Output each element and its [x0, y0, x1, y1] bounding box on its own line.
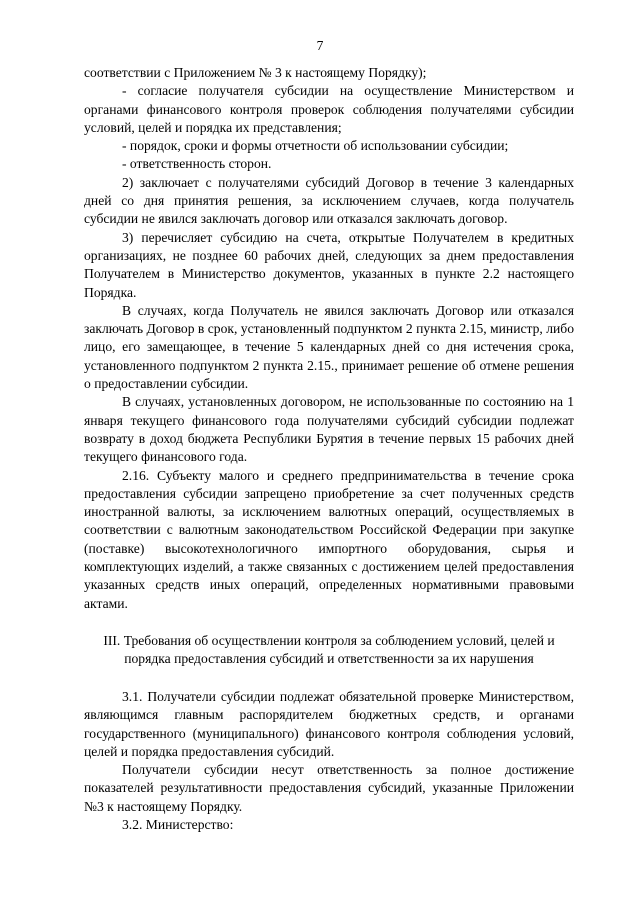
paragraph: - согласие получателя субсидии на осуществление Министерством и органами финансового контроля проверок соблюдения получателями субсидии условий, целей и порядка их представления;	[84, 83, 574, 135]
page-number: 7	[316, 38, 324, 53]
paragraph: В случаях, установленных договором, не использованные по состоянию на 1 января текущего финансового года получателями субсидий субсидии подлежат возврату в доход бюджета Республики Бурятия в течение первых 15 рабочих дней текущего финансового года.	[84, 394, 574, 465]
paragraph: 2) заключает с получателями субсидий Договор в течение 3 календарных дней со дня принятия решения, за исключением случаев, когда получатель субсидии не явился заключать договор или отказался заключать договор.	[84, 174, 574, 227]
paragraph: Получатели субсидии несут ответственность за полное достижение показателей результативности предоставления субсидий, указанные Приложении №3 к настоящему Порядку.	[84, 762, 574, 814]
section-heading: III. Требования об осуществлении контроля за соблюдением условий, целей и порядка предоставления субсидий и ответственности за их нарушения	[103, 632, 555, 666]
paragraph: - порядок, сроки и формы отчетности об использовании субсидии;	[122, 138, 509, 154]
paragraph: 3.2. Министерство:	[122, 816, 234, 832]
paragraph: 3.1. Получатели субсидии подлежат обязательной проверке Министерством, являющимся главным распорядителем бюджетных средств, и органами государственного (муниципального) финансового контроля соблюдения условий, целей и порядка предоставления субсидий.	[84, 688, 574, 759]
paragraph: 3) перечисляет субсидию на счета, открытые Получателем в кредитных организациях, не позднее 60 рабочих дней, следующих за днем предоставления Получателем в Министерство документов, указанных в пункте 2.2 настоящего Порядка.	[84, 229, 574, 300]
paragraph: - ответственность сторон.	[122, 156, 272, 172]
document-body	[84, 64, 574, 834]
paragraph: В случаях, когда Получатель не явился заключать Договор или отказался заключать Договор в срок, установленный подпунктом 2 пункта 2.15, министр, либо лицо, его замещающее, в течение 5 календарных дней со дня истечения срока, установленного подпунктом 2 пункта 2.15., принимает решение об отмене решения о предоставлении субсидии.	[84, 302, 574, 392]
paragraph: 2.16. Субъекту малого и среднего предпринимательства в течение срока предоставления субсидии запрещено приобретение за счет полученных средств иностранной валюты, за исключением валютных операций, осуществляемых в соответствии с валютным законодательством Российской Федерации при закупке (поставке) высокотехнологичного импортного оборудования, сырья и комплектующих изделий, а также связанных с достижением целей предоставления указанных средств иных операций, определенных нормативными правовыми актами.	[84, 467, 574, 611]
paragraph: соответствии с Приложением № 3 к настоящему Порядку);	[84, 65, 427, 80]
